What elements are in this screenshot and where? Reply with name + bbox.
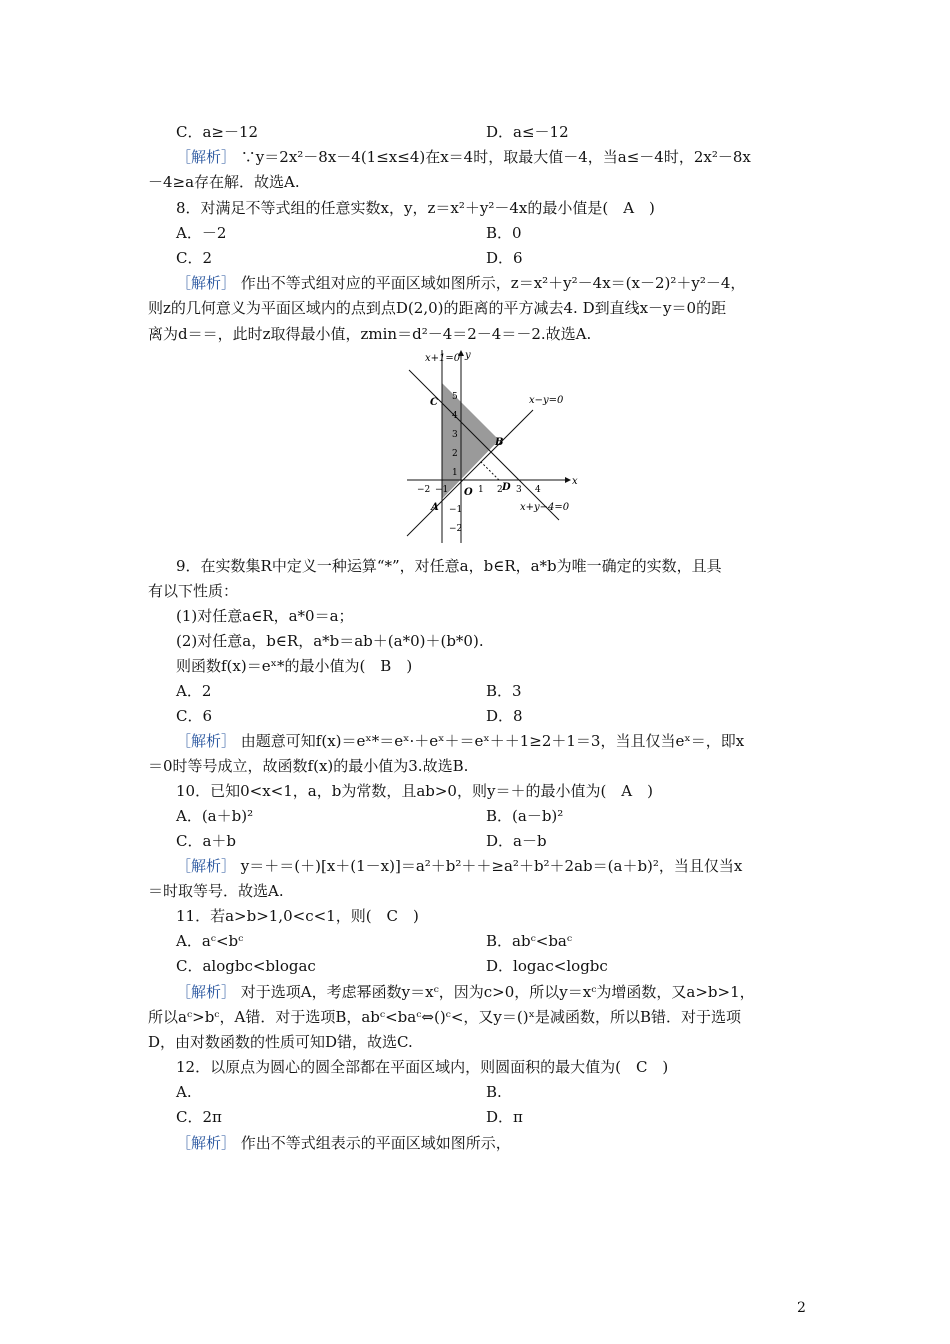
distance-segment [480, 461, 499, 480]
y-tick: 1 [452, 468, 458, 478]
text-line: (1)对任意a∈R，a*0＝a； [176, 607, 354, 625]
analysis-line [176, 856, 836, 876]
analysis-tag: ［解析］ [176, 148, 237, 166]
x-tick: −2 [417, 485, 431, 495]
text-line: －4≥a存在解．故选A. [148, 173, 300, 191]
option-b: B．abᶜ<baᶜ [486, 932, 573, 950]
option-row [176, 223, 836, 243]
analysis-text: 作出不等式组表示的平面区域如图所示， [240, 1134, 511, 1152]
option-d: D．8 [486, 707, 523, 725]
x-axis-arrow [565, 477, 571, 483]
question-9: 9．在实数集R中定义一种运算“*”，对任意a，b∈R，a*b为唯一确定的实数，且具 [176, 557, 722, 575]
analysis-line [176, 731, 836, 751]
question-10: 10．已知0<x<1，a，b为常数，且ab>0，则y＝＋的最小值为( A ) [176, 782, 653, 800]
option-d: D．6 [486, 249, 523, 267]
y-tick: 3 [452, 430, 458, 440]
x-tick: −1 [435, 485, 449, 495]
y-tick: −1 [449, 505, 463, 515]
text-line: 离为d＝＝，此时z取得最小值，zmin＝d²－4＝2－4＝－2.故选A. [148, 325, 592, 343]
text-line: ＝0时等号成立，故函数f(x)的最小值为3.故选B. [148, 757, 469, 775]
option-a: A．－2 [176, 224, 227, 242]
label-line-x-minus-y: x−y=0 [529, 395, 564, 406]
option-c: C．2 [176, 249, 213, 267]
option-row [176, 681, 836, 701]
option-row [176, 956, 836, 976]
text-line: 有以下性质： [148, 582, 239, 600]
option-a: A．(a＋b)² [176, 807, 254, 825]
shaded-region [442, 383, 499, 499]
option-row [176, 706, 836, 726]
option-b: B．0 [486, 224, 522, 242]
question-12: 12．以原点为圆心的圆全部都在平面区域内，则圆面积的最大值为( C ) [176, 1058, 669, 1076]
analysis-text: 作出不等式组对应的平面区域如图所示，z＝x²＋y²－4x＝(x－2)²＋y²－4， [240, 274, 746, 292]
option-d: D．logac<logbc [486, 957, 608, 975]
x-tick: 3 [516, 485, 522, 495]
text-line: (2)对任意a，b∈R，a*b＝ab＋(a*0)＋(b*0). [176, 632, 484, 650]
option-c: C．a＋b [176, 832, 237, 850]
graph-svg [405, 348, 585, 544]
option-row [176, 806, 836, 826]
option-row [176, 931, 836, 951]
option-b: B．3 [486, 682, 522, 700]
point-o: O [464, 487, 473, 498]
option-row [176, 248, 836, 268]
y-axis-label: y [465, 350, 471, 361]
x-tick: 1 [478, 485, 484, 495]
analysis-tag: ［解析］ [176, 732, 237, 750]
analysis-text: 由题意可知f(x)＝eˣ*＝eˣ·＋eˣ＋＝eˣ＋＋1≥2＋1＝3，当且仅当eˣ＝，即x [240, 732, 745, 750]
label-line-x-plus-1: x+1=0 [425, 353, 461, 364]
point-a: A [431, 502, 439, 513]
y-tick: 5 [452, 392, 458, 402]
text-line: 则z的几何意义为平面区域内的点到点D(2,0)的距离的平方减去4. D到直线x－y＝0的距 [148, 299, 727, 317]
question-8: 8．对满足不等式组的任意实数x，y，z＝x²＋y²－4x的最小值是( A ) [176, 199, 655, 217]
y-tick: 4 [452, 411, 458, 421]
option-row [176, 1107, 836, 1127]
option-row [176, 122, 836, 142]
x-tick: 2 [497, 485, 503, 495]
x-tick: 4 [535, 485, 541, 495]
analysis-line [176, 1133, 836, 1153]
option-row [176, 831, 836, 851]
option-a: A．2 [176, 682, 212, 700]
analysis-tag: ［解析］ [176, 983, 237, 1001]
text-line: D，由对数函数的性质可知D错，故选C. [148, 1033, 413, 1051]
point-d: D [502, 482, 511, 493]
option-c: C．alogbc<blogac [176, 957, 316, 975]
option-c: C．a≥－12 [176, 123, 259, 141]
option-a: A. [176, 1083, 192, 1101]
analysis-line [176, 147, 836, 167]
question-11: 11．若a>b>1,0<c<1，则( C ) [176, 907, 419, 925]
line-x-plus-y-minus-4 [409, 370, 559, 520]
label-line-x-plus-y-minus-4: x+y−4=0 [520, 502, 570, 513]
analysis-line [176, 982, 836, 1002]
option-c: C．6 [176, 707, 213, 725]
region-graph [405, 348, 585, 544]
option-b: B．(a－b)² [486, 807, 564, 825]
analysis-tag: ［解析］ [176, 1134, 237, 1152]
analysis-tag: ［解析］ [176, 857, 237, 875]
text-line: ＝时取等号．故选A. [148, 882, 284, 900]
y-tick: 2 [452, 449, 458, 459]
point-c: C [430, 397, 438, 408]
analysis-tag: ［解析］ [176, 274, 237, 292]
analysis-text: 对于选项A，考虑幂函数y＝xᶜ，因为c>0，所以y＝xᶜ为增函数，又a>b>1， [240, 983, 755, 1001]
option-c: C．2π [176, 1108, 222, 1126]
text-line: 所以aᶜ>bᶜ，A错．对于选项B，abᶜ<baᶜ⇔()ᶜ<，又y＝()ˣ是减函数，所以B错．对于选项 [148, 1008, 741, 1026]
analysis-text: ∵y＝2x²－8x－4(1≤x≤4)在x＝4时，取最大值－4，当a≤－4时，2x²－8x [240, 148, 751, 166]
text-line: 则函数f(x)＝eˣ*的最小值为( B ) [176, 657, 413, 675]
point-b: B [495, 437, 504, 448]
analysis-text: y＝＋＝(＋)[x＋(1－x)]＝a²＋b²＋＋≥a²＋b²＋2ab＝(a＋b)²，当且仅当x [240, 857, 743, 875]
option-d: D．a≤－12 [486, 123, 569, 141]
analysis-line [176, 273, 836, 293]
option-d: D．π [486, 1108, 523, 1126]
option-row [176, 1082, 836, 1102]
option-a: A．aᶜ<bᶜ [176, 932, 244, 950]
y-tick: −2 [449, 524, 463, 534]
x-axis-label: x [572, 476, 578, 487]
option-d: D．a－b [486, 832, 547, 850]
page-number: 2 [797, 1300, 806, 1316]
option-b: B. [486, 1083, 502, 1101]
